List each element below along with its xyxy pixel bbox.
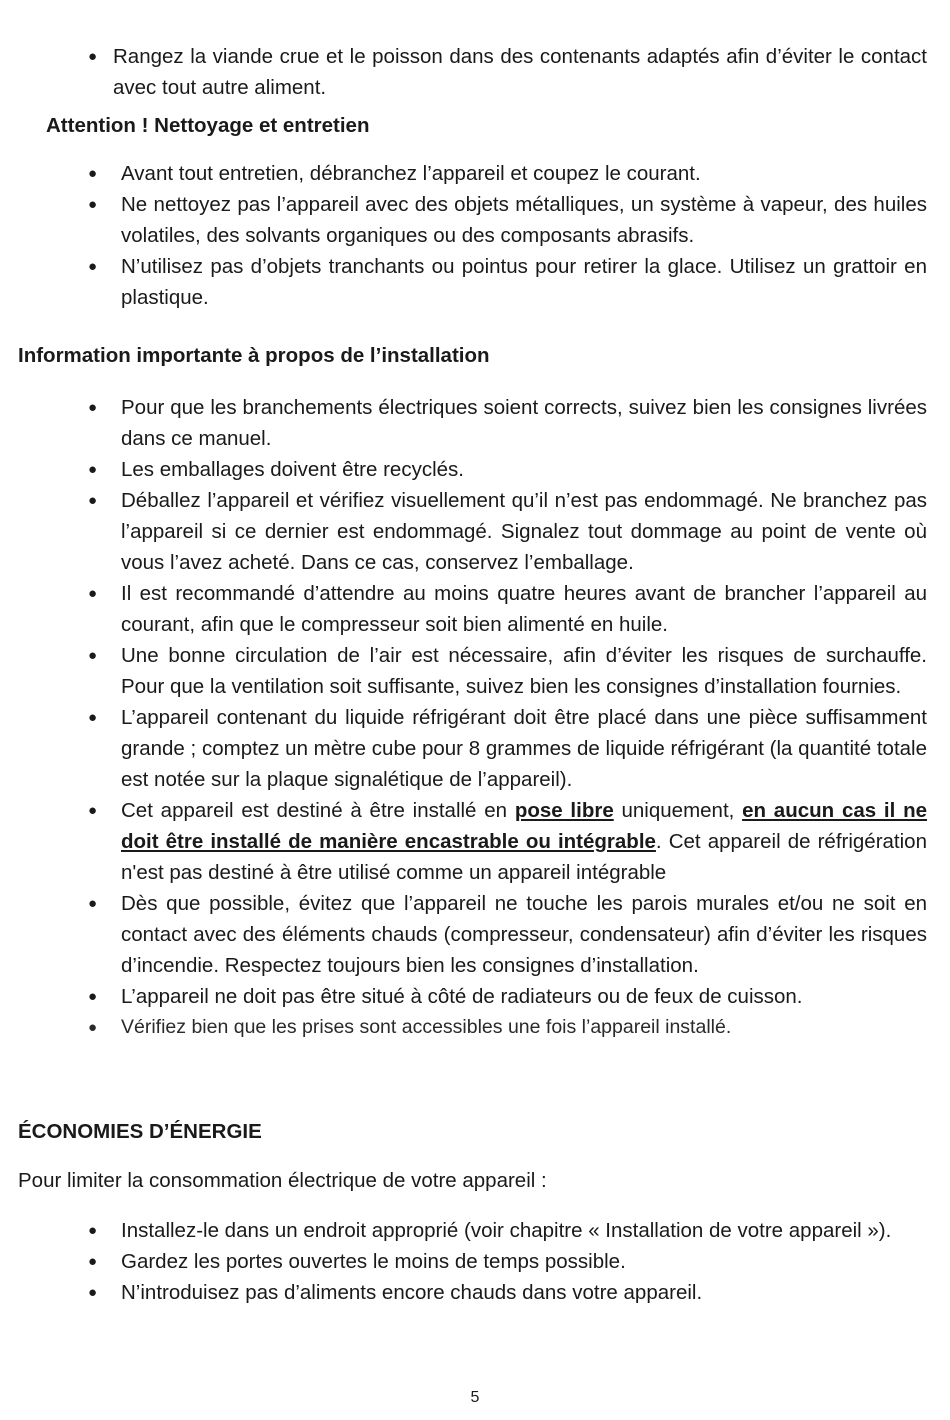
list-item: ● Vérifiez bien que les prises sont accessibles une fois l’appareil installé. [0, 1012, 927, 1043]
bullet-icon: ● [88, 196, 98, 213]
list-item: ● Les emballages doivent être recyclés. [0, 454, 927, 485]
bullet-icon: ● [88, 1284, 98, 1301]
list-item: ● Avant tout entretien, débranchez l’appareil et coupez le courant. [0, 158, 927, 189]
bullet-icon: ● [88, 492, 98, 509]
installation-heading: Information importante à propos de l’installation [18, 344, 490, 367]
list-item-pose-libre: ● Cet appareil est destiné à être installé en pose libre uniquement, en aucun cas il ne doit être installé de manière encastrable ou intégrable. Cet appareil de réfrigération n'est pas destiné à être utilisé comme un appareil intégrable [0, 795, 927, 888]
list-item: ● L’appareil ne doit pas être situé à côté de radiateurs ou de feux de cuisson. [0, 981, 927, 1012]
list-item: ● Il est recommandé d’attendre au moins quatre heures avant de brancher l’appareil au courant, afin que le compresseur soit bien alimenté en huile. [0, 578, 927, 640]
list-item: ● Installez-le dans un endroit approprié (voir chapitre « Installation de votre appareil »). [0, 1215, 927, 1246]
installation-list [0, 392, 927, 1043]
pose-libre-emphasis: pose libre [514, 799, 614, 822]
energy-intro: Pour limiter la consommation électrique de votre appareil : [18, 1169, 547, 1192]
list-item: ● Ne nettoyez pas l’appareil avec des objets métalliques, un système à vapeur, des huiles volatiles, des solvants organiques ou des composants abrasifs. [0, 189, 927, 251]
bullet-icon: ● [88, 399, 98, 416]
bullet-icon: ● [88, 258, 98, 275]
bullet-icon: ● [88, 165, 98, 182]
cleaning-list [0, 158, 927, 313]
bullet-icon: ● [88, 1253, 98, 1270]
storage-list [0, 41, 927, 103]
bullet-icon: ● [88, 1222, 98, 1239]
energy-list [0, 1215, 927, 1308]
energy-heading: ÉCONOMIES D’ÉNERGIE [18, 1120, 262, 1143]
bullet-icon: ● [88, 1019, 98, 1036]
list-item: ● Une bonne circulation de l’air est nécessaire, afin d’éviter les risques de surchauffe. Pour que la ventilation soit suffisante, suivez bien les consignes d’installation fournies. [0, 640, 927, 702]
no-builtin-warning: en aucun cas il ne doit être installé de manière encastrable ou intégrable [121, 799, 928, 853]
bullet-icon: ● [88, 988, 98, 1005]
list-item: ● Pour que les branchements électriques soient corrects, suivez bien les consignes livrées dans ce manuel. [0, 392, 927, 454]
bullet-icon: ● [88, 647, 98, 664]
bullet-icon: ● [88, 895, 98, 912]
list-item: ● Déballez l’appareil et vérifiez visuellement qu’il n’est pas endommagé. Ne branchez pas l’appareil si ce dernier est endommagé. Signalez tout dommage au point de vente où vous l’avez acheté. Dans ce cas, conservez l’emballage. [0, 485, 927, 578]
list-item: ● Rangez la viande crue et le poisson dans des contenants adaptés afin d’éviter le contact avec tout autre aliment. [0, 41, 927, 103]
cleaning-heading: Attention ! Nettoyage et entretien [46, 114, 370, 137]
bullet-icon: ● [88, 802, 98, 819]
page-number: 5 [470, 1389, 480, 1406]
list-item: ● Gardez les portes ouvertes le moins de temps possible. [0, 1246, 927, 1277]
bullet-icon: ● [88, 461, 98, 478]
list-item: ● N’utilisez pas d’objets tranchants ou pointus pour retirer la glace. Utilisez un grattoir en plastique. [0, 251, 927, 313]
list-item: ● N’introduisez pas d’aliments encore chauds dans votre appareil. [0, 1277, 927, 1308]
bullet-icon: ● [88, 585, 98, 602]
bullet-icon: ● [88, 709, 98, 726]
list-item: ● Dès que possible, évitez que l’appareil ne touche les parois murales et/ou ne soit en contact avec des éléments chauds (compresseur, condensateur) afin d’éviter les risques d’incendie. Respectez toujours bien les consignes d’installation. [0, 888, 927, 981]
bullet-icon: ● [88, 48, 98, 65]
list-item: ● L’appareil contenant du liquide réfrigérant doit être placé dans une pièce suffisamment grande ; comptez un mètre cube pour 8 grammes de liquide réfrigérant (la quantité totale est notée sur la plaque signalétique de l’appareil). [0, 702, 927, 795]
